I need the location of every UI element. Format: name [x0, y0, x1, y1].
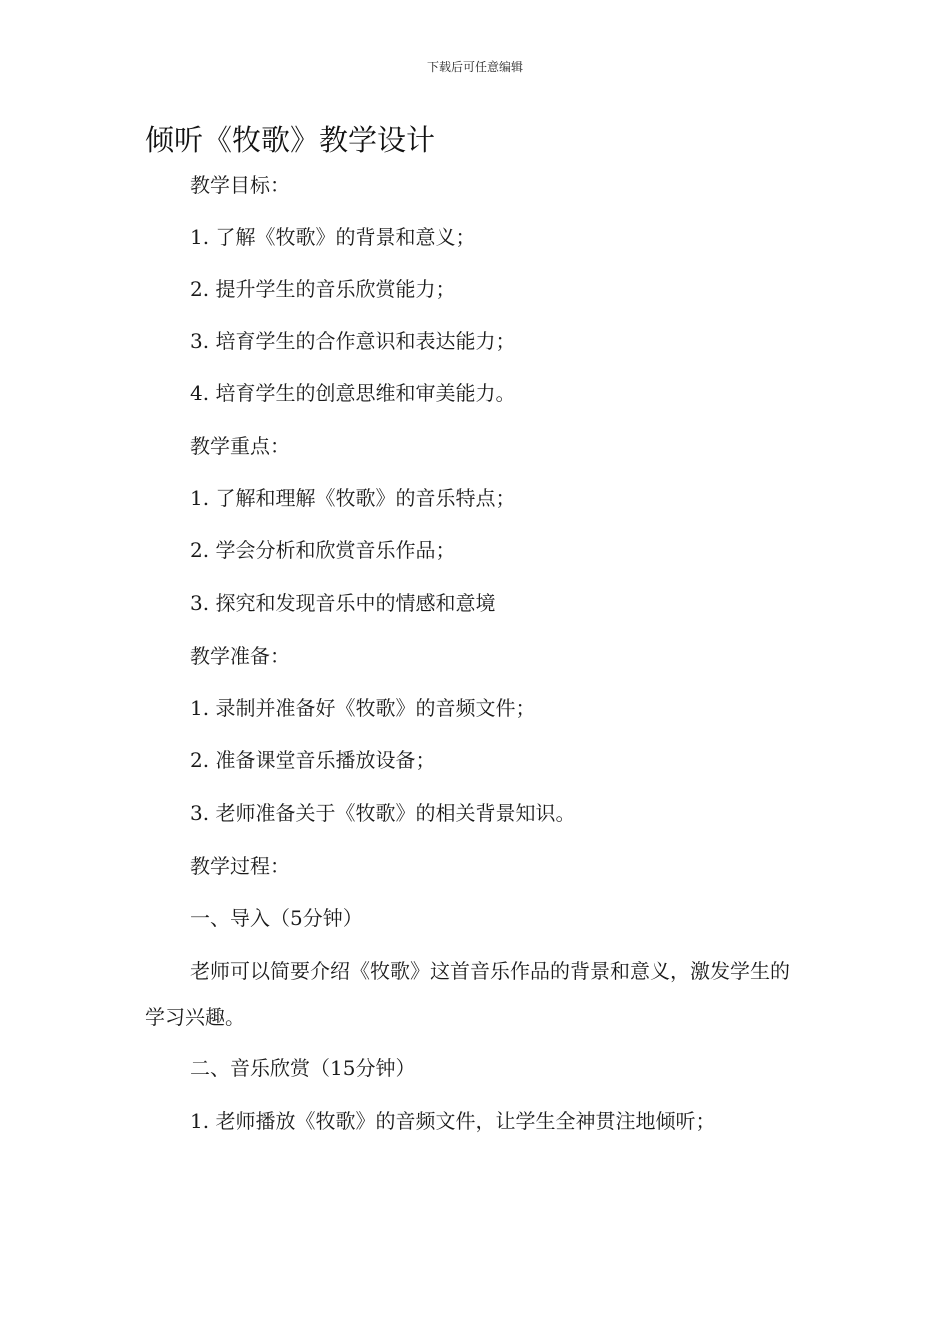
- preparation-item-1: 1. 录制并准备好《牧歌》的音频文件；: [190, 696, 536, 720]
- objective-item-4: 4. 培育学生的创意思维和审美能力。: [190, 381, 516, 405]
- key-points-heading: 教学重点：: [190, 434, 290, 458]
- key-point-item-3: 3. 探究和发现音乐中的情感和意境: [190, 591, 496, 615]
- document-title: 倾听《牧歌》教学设计: [145, 123, 436, 157]
- section2-title: 二、音乐欣赏（15分钟）: [190, 1056, 416, 1080]
- preparation-heading: 教学准备：: [190, 644, 290, 668]
- objective-item-2: 2. 提升学生的音乐欣赏能力；: [190, 277, 456, 301]
- section2-item-1: 1. 老师播放《牧歌》的音频文件，让学生全神贯注地倾听；: [190, 1109, 716, 1133]
- section1-title: 一、导入（5分钟）: [190, 906, 363, 930]
- objectives-heading: 教学目标：: [190, 173, 290, 197]
- key-point-item-1: 1. 了解和理解《牧歌》的音乐特点；: [190, 486, 516, 510]
- preparation-item-3: 3. 老师准备关于《牧歌》的相关背景知识。: [190, 801, 576, 825]
- objective-item-3: 3. 培育学生的合作意识和表达能力；: [190, 329, 516, 353]
- preparation-item-2: 2. 准备课堂音乐播放设备；: [190, 748, 436, 772]
- section1-paragraph: 老师可以简要介绍《牧歌》这首音乐作品的背景和意义，激发学生的学习兴趣。: [145, 959, 790, 1029]
- key-point-item-2: 2. 学会分析和欣赏音乐作品；: [190, 538, 456, 562]
- header-note: 下载后可任意编辑: [426, 60, 523, 74]
- process-heading: 教学过程：: [190, 854, 290, 878]
- objective-item-1: 1. 了解《牧歌》的背景和意义；: [190, 225, 476, 249]
